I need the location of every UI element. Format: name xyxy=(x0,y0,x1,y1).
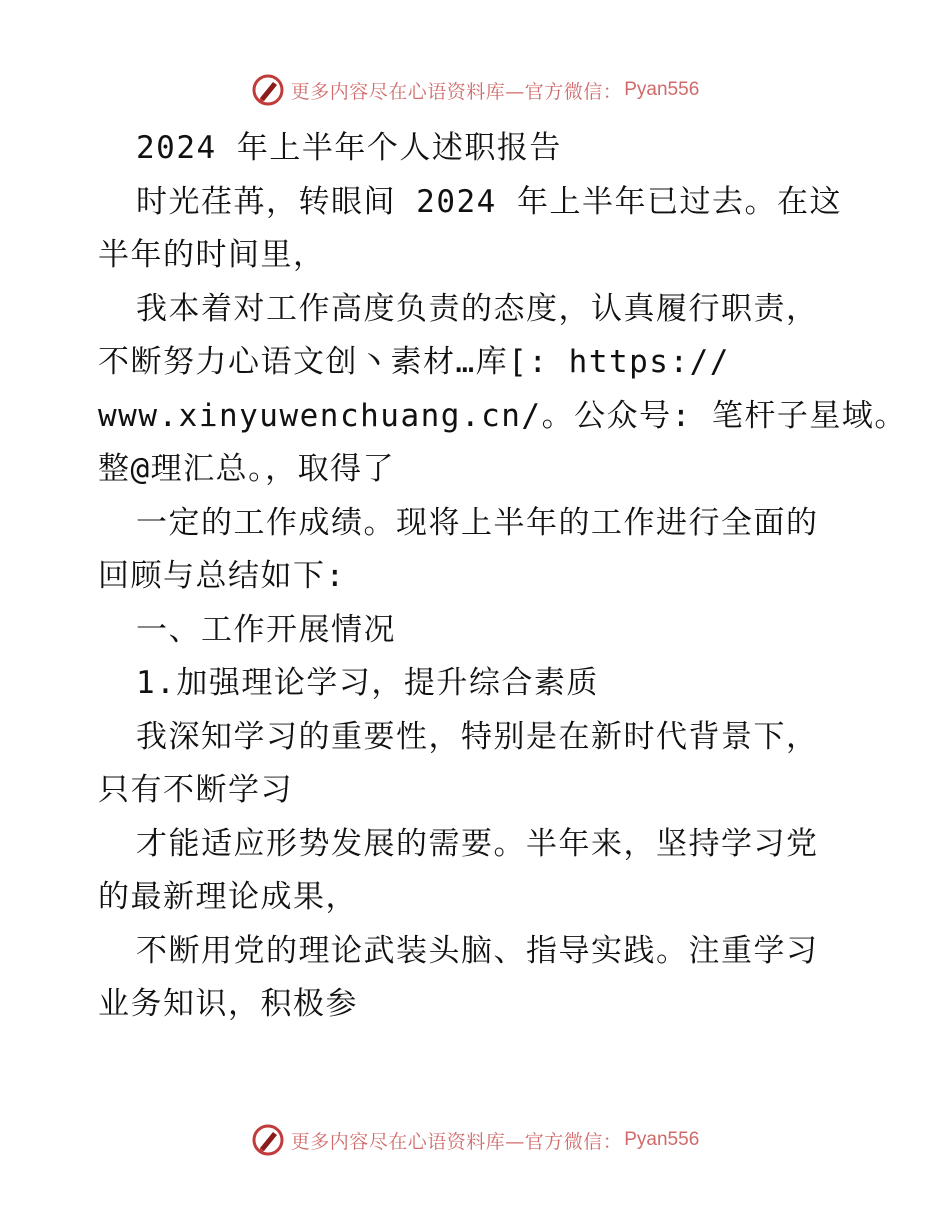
header-watermark-banner xyxy=(0,70,950,110)
paragraph-line: 我深知学习的重要性，特别是在新时代背景下， xyxy=(136,718,819,755)
banner-wechat-id: Pyan556 xyxy=(624,79,700,100)
paragraph-line: 时光荏苒，转眼间 2024 年上半年已过去。在这 xyxy=(136,183,842,220)
paragraph-line: 不断努力心语文创丶素材…库[: https:// xyxy=(98,344,730,380)
paragraph-line: 整@理汇总。，取得了 xyxy=(98,451,396,487)
paragraph-line: 一定的工作成绩。现将上半年的工作进行全面的 xyxy=(136,504,819,541)
section-heading: 一、工作开展情况 xyxy=(136,611,396,648)
pen-logo-icon xyxy=(251,73,285,107)
paragraph-line: 不断用党的理论武装头脑、指导实践。注重学习 xyxy=(136,932,819,969)
paragraph-line: 我本着对工作高度负责的态度，认真履行职责， xyxy=(136,290,819,327)
paragraph-line: www.xinyuwenchuang.cn/。公众号: 笔杆子星域。 xyxy=(98,397,907,434)
subsection-heading: 1.加强理论学习，提升综合素质 xyxy=(136,665,599,701)
paragraph-line: 业务知识，积极参 xyxy=(98,986,358,1022)
pen-logo-icon xyxy=(251,1123,285,1157)
banner-text: 更多内容尽在心语资料库—官方微信： xyxy=(290,1130,623,1153)
paragraph-line: 的最新理论成果， xyxy=(98,879,358,915)
paragraph-line: 半年的时间里， xyxy=(98,237,326,273)
document-title: 2024 年上半年个人述职报告 xyxy=(136,130,562,166)
paragraph-line: 才能适应形势发展的需要。半年来，坚持学习党 xyxy=(136,825,819,862)
paragraph-line: 只有不断学习 xyxy=(98,772,293,808)
document-body xyxy=(98,122,907,1032)
banner-text: 更多内容尽在心语资料库—官方微信： xyxy=(290,80,623,103)
footer-watermark-banner xyxy=(0,1120,950,1160)
paragraph-line: 回顾与总结如下: xyxy=(98,558,346,594)
banner-wechat-id: Pyan556 xyxy=(624,1129,700,1150)
